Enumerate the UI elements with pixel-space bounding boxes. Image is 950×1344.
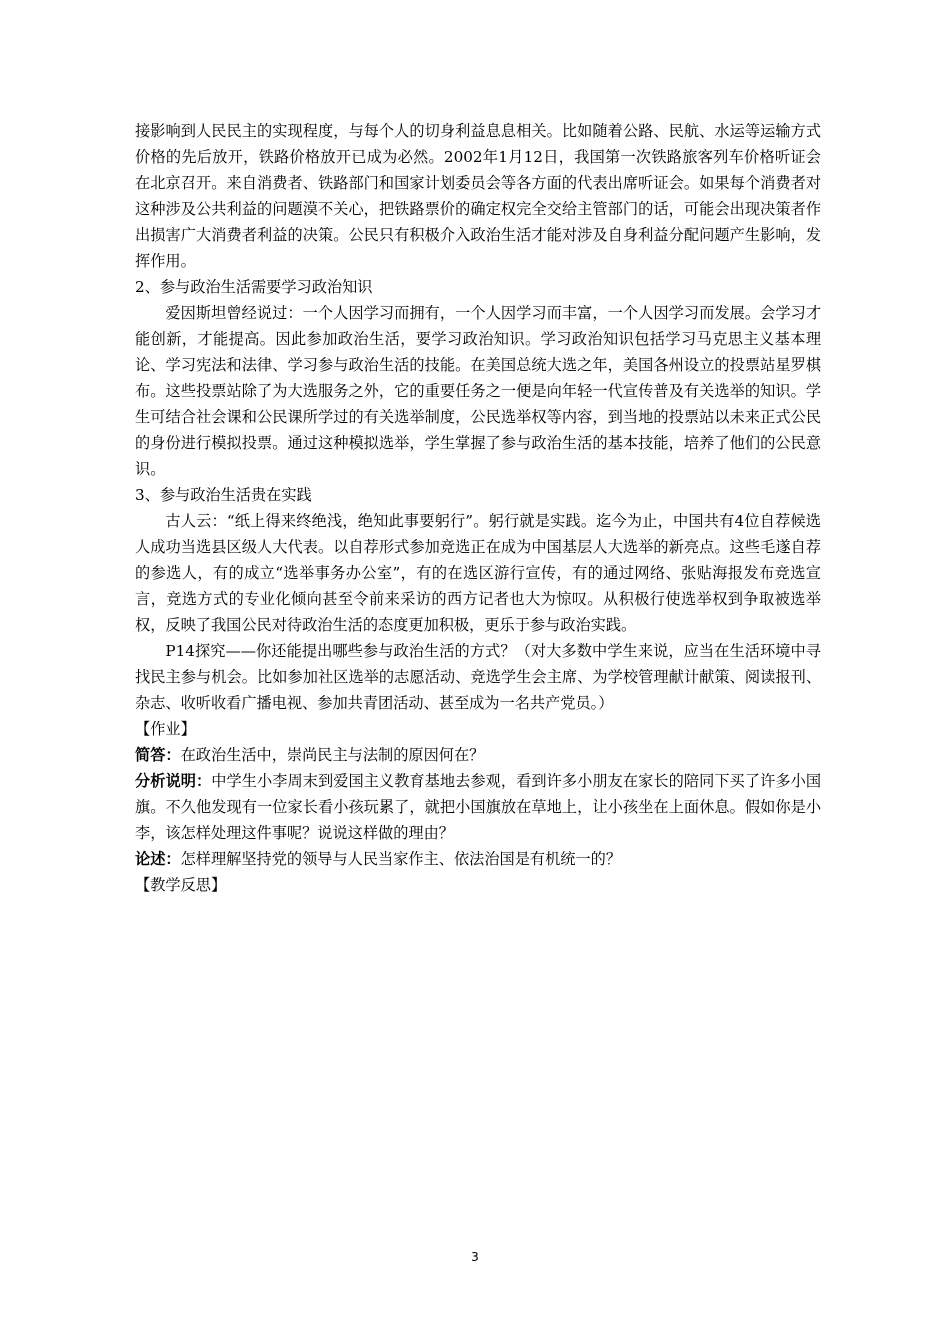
paragraph-price-hearing: 接影响到人民民主的实现程度，与每个人的切身利益息息相关。比如随着公路、民航、水运等运输方式价格的先后放开，铁路价格放开已成为必然。2002年1月12日，我国第一次铁路旅客列车价格听证会在北京召开。来自消费者、铁路部门和国家计划委员会等各方面的代表出席听证会。如果每个消费者对这种涉及公共利益的问题漠不关心，把铁路票价的确定权完全交给主管部门的话，可能会出现决策者作出损害广大消费者利益的决策。公民只有积极介入政治生活才能对涉及自身利益分配问题产生影响，发挥作用。 [135,122,821,270]
page-number: 3 [471,1250,479,1264]
reflection-heading: 【教学反思】 [135,876,227,894]
homework-question-1 [135,742,821,768]
section-heading-2: 2、参与政治生活需要学习政治知识 [135,278,373,296]
homework-heading: 【作业】 [135,720,196,738]
homework-question-2 [135,768,821,846]
paragraph-learning: 爱因斯坦曾经说过：一个人因学习而拥有，一个人因学习而丰富，一个人因学习而发展。会学习才能创新，才能提高。因此参加政治生活，要学习政治知识。学习政治知识包括学习马克思主义基本理论、学习宪法和法律、学习参与政治生活的技能。在美国总统大选之年，美国各州设立的投票站星罗棋布。这些投票站除了为大选服务之外，它的重要任务之一便是向年轻一代宣传普及有关选举的知识。学生可结合社会课和公民课所学过的有关选举制度，公民选举权等内容，到当地的投票站以未来正式公民的身份进行模拟投票。通过这种模拟选举，学生掌握了参与政治生活的基本技能，培养了他们的公民意识。 [135,304,821,478]
q2-label: 分析说明： [135,772,212,790]
q3-text: 怎样理解坚持党的领导与人民当家作主、依法治国是有机统一的？ [180,850,621,868]
paragraph-explore: P14探究——你还能提出哪些参与政治生活的方式？（对大多数中学生来说，应当在生活环境中寻找民主参与机会。比如参加社区选举的志愿活动、竞选学生会主席、为学校管理献计献策、阅读报刊、杂志、收听收看广播电视、参加共青团活动、甚至成为一名共产党员。） [135,642,821,712]
section-heading-3: 3、参与政治生活贵在实践 [135,486,312,504]
q2-text: 中学生小李周末到爱国主义教育基地去参观，看到许多小朋友在家长的陪同下买了许多小国旗。不久他发现有一位家长看小孩玩累了，就把小国旗放在草地上，让小孩坐在上面休息。假如你是小李，该怎样处理这件事呢？说说这样做的理由？ [135,772,822,842]
q1-label: 简答： [135,746,181,764]
q1-text: 在政治生活中，崇尚民主与法制的原因何在？ [180,746,485,764]
homework-question-3 [135,846,821,872]
document-body [135,118,821,898]
paragraph-practice: 古人云：“纸上得来终绝浅，绝知此事要躬行”。躬行就是实践。迄今为止，中国共有4位自荐候选人成功当选县区级人大代表。以自荐形式参加竞选正在成为中国基层人大选举的新亮点。这些毛遂自荐的参选人，有的成立“选举事务办公室”，有的在选区游行宣传，有的通过网络、张贴海报发布竞选宣言，竞选方式的专业化倾向甚至令前来采访的西方记者也大为惊叹。从积极行使选举权到争取被选举权，反映了我国公民对待政治生活的态度更加积极，更乐于参与政治实践。 [135,512,821,634]
q3-label: 论述： [135,850,181,868]
